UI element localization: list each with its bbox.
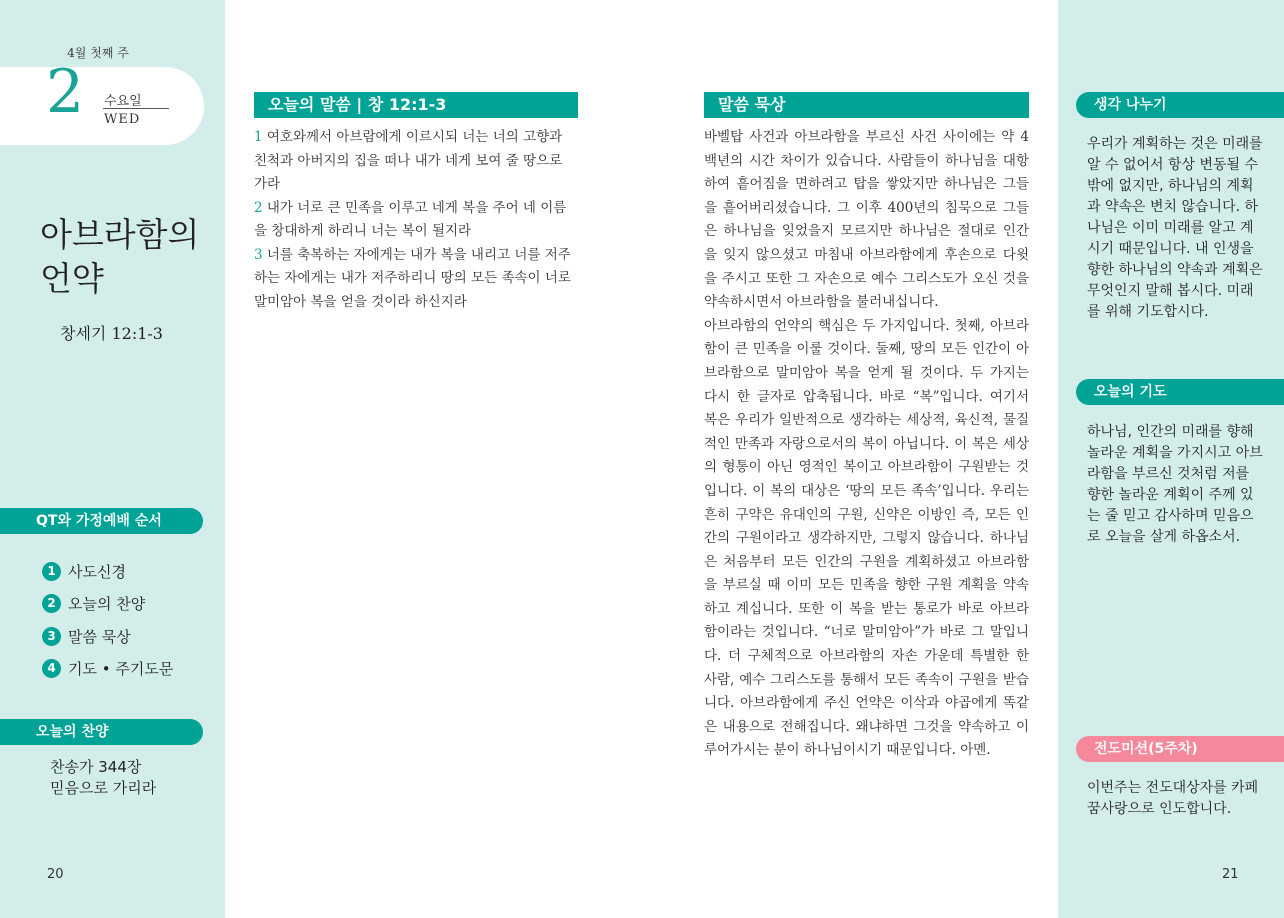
share-heading: 생각 나누기: [1076, 92, 1284, 118]
hymn-title: 믿음으로 가리라: [50, 779, 157, 797]
verse-block: [254, 126, 578, 314]
day-divider: [103, 108, 169, 109]
scripture-reference: 창세기 12:1-3: [60, 324, 163, 343]
verse-text: 너를 축복하는 자에게는 내가 복을 내리고 너를 저주하는 자에게는 내가 저주하리니 땅의 모든 족속이 너로 말미암아 복을 얻을 것이라 하신지라: [254, 246, 571, 310]
meditation-body: [704, 126, 1029, 763]
share-text: 우리가 계획하는 것은 미래를 알 수 없어서 항상 변동될 수밖에 없지만, 하나님의 계획과 약속은 변치 않습니다. 하나님은 이미 미래를 알고 계시기 때문입니다. 내 인생을 향한 하나님의 약속과 계획은 무엇인지 말해 봅시다. 미래를 위해 기도합시다.: [1087, 136, 1263, 320]
list-item: [42, 620, 173, 653]
mission-text: 이번주는 전도대상자를 카페꿈사랑으로 인도합니다.: [1087, 780, 1259, 817]
week-label: 4월 첫째 주: [67, 46, 129, 60]
meditation-paragraph: 아브라함의 언약의 핵심은 두 가지입니다. 첫째, 아브라함이 큰 민족을 이룰 것이다. 둘째, 땅의 모든 인간이 아브라함으로 말미암아 복을 얻게 될 것이다. 두 가지는 다시 한 글자로 압축됩니다. 바로 “복”입니다. 여기서 복은 우리가 일반적으로 생각하는 세상적, 육신적, 물질적인 만족과 자랑으로서의 복이 아닙니다. 이 복은 세상의 형통이 아닌 영적인 복이고 아브라함이 구원받는 것입니다. 이 복의 대상은 ‘땅의 모든 족속’입니다. 우리는 흔히 구약은 유대인의 구원, 신약은 이방인 즉, 모든 인간의 구원이라고 생각하지만, 그렇지 않습니다. 하나님은 처음부터 모든 인간의 구원을 계획하셨고 아브라함을 부르실 때 이미 모든 민족을 향한 구원 계획을 약속하고 계십니다. 또한 이 복을 받는 통로가 바로 아브라함이라는 것입니다. “너로 말미암아”가 바로 그 말입니다. 더 구체적으로 아브라함의 자손 가운데 특별한 한 사람, 예수 그리스도를 통해서 모든 족속이 구원을 받습니다. 아브라함에게 주신 언약은 이삭과 야곱에게 똑같은 내용으로 전해집니다. 왜냐하면 그것을 약속하고 이루어가시는 분이 하나님이시기 때문입니다. 아멘.: [704, 317, 1029, 759]
day-english: WED: [104, 112, 141, 127]
day-korean: 수요일: [104, 94, 142, 109]
page-title: [40, 213, 199, 301]
list-item-label: 기도 • 주기도문: [68, 660, 174, 679]
hymn-heading: 오늘의 찬양: [0, 719, 203, 745]
meditation-heading: 말씀 묵상: [704, 92, 1029, 118]
page-number-left: 20: [47, 867, 64, 882]
meditation-paragraph: 바벨탑 사건과 아브라함을 부르신 사건 사이에는 약 4백년의 시간 차이가 있습니다. 사람들이 하나님을 대항하여 흩어짐을 면하려고 탑을 쌓았지만 하나님은 그들을 흩어버리셨습니다. 그 이후 400년의 침묵으로 그들은 하나님을 잊었을지 모르지만 하나님은 절대로 인간을 잊지 않으셨고 마침내 아브라함에게 후손으로 다윗을 주시고 또한 그 자손으로 예수 그리스도가 오신 것을 약속하시면서 아브라함을 불러내십니다.: [704, 129, 1029, 311]
word-heading: 오늘의 말씀 | 창 12:1-3: [254, 92, 578, 118]
number-badge: 4: [42, 659, 61, 678]
list-item: [42, 555, 173, 588]
verse: [254, 126, 578, 197]
day-number: 2: [46, 57, 85, 127]
list-item-label: 말씀 묵상: [68, 627, 131, 646]
verse-number: 2: [254, 199, 263, 216]
day-pill: [0, 67, 204, 145]
number-badge: 2: [42, 594, 61, 613]
order-list: [42, 555, 173, 685]
list-item: [42, 653, 173, 686]
title-line-2: 언약: [40, 259, 104, 298]
verse: [254, 197, 578, 244]
number-badge: 1: [42, 562, 61, 581]
page-number-right: 21: [1222, 867, 1239, 882]
verse: [254, 244, 578, 315]
verse-number: 1: [254, 129, 263, 145]
prayer-text: 하나님, 인간의 미래를 향해 놀라운 계획을 가지시고 아브라함을 부르신 것처럼 저를 향한 놀라운 계획이 주께 있는 줄 믿고 감사하며 믿음으로 오늘을 살게 하옵소서.: [1087, 424, 1263, 545]
order-heading: QT와 가정예배 순서: [0, 508, 203, 534]
hymn-number: 찬송가 344장: [50, 758, 142, 776]
prayer-heading: 오늘의 기도: [1076, 379, 1284, 405]
title-line-1: 아브라함의: [40, 215, 200, 254]
number-badge: 3: [42, 627, 61, 646]
verse-number: 3: [254, 246, 263, 263]
list-item-label: 사도신경: [68, 562, 126, 581]
list-item: [42, 588, 173, 621]
hymn-info: [50, 757, 156, 799]
verse-text: 여호와께서 아브람에게 이르시되 너는 너의 고향과 친척과 아버지의 집을 떠나 내가 네게 보여 줄 땅으로 가라: [254, 129, 563, 192]
verse-text: 내가 너로 큰 민족을 이루고 네게 복을 주어 네 이름을 창대하게 하리니 너는 복이 될지라: [254, 199, 567, 239]
mission-heading: 전도미션(5주차): [1076, 736, 1284, 762]
list-item-label: 오늘의 찬양: [68, 595, 146, 614]
